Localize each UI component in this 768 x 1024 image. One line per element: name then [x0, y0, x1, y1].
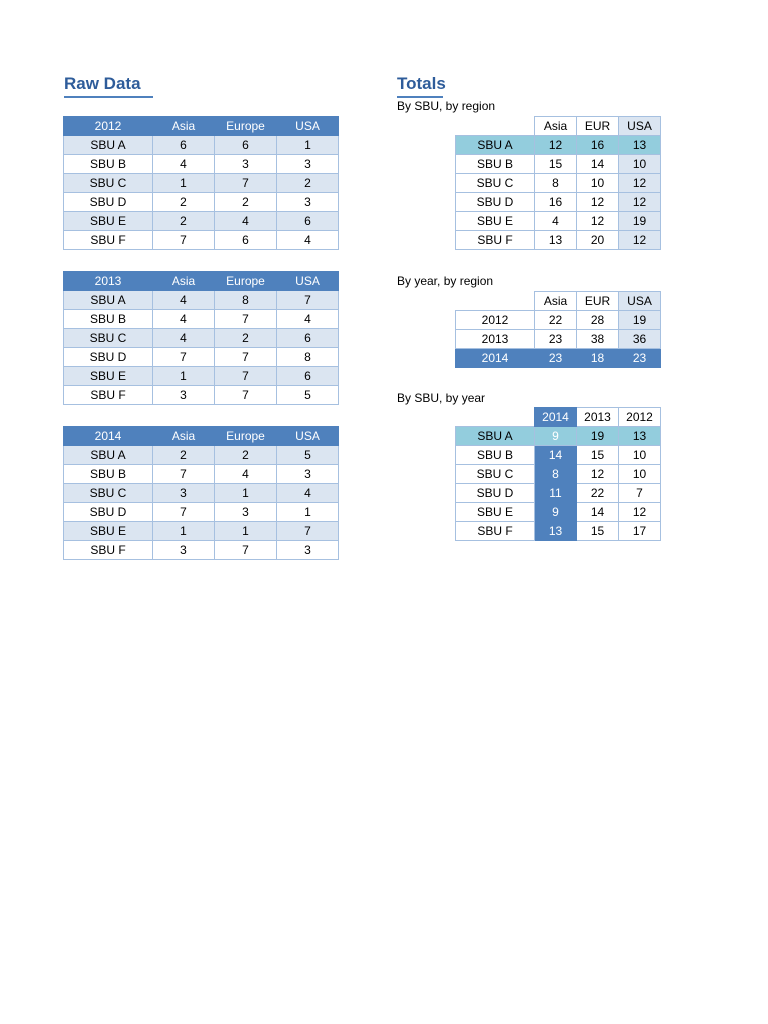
row-label: SBU D — [456, 484, 535, 503]
empty-corner — [456, 408, 535, 427]
table-cell: 6 — [215, 136, 277, 155]
table-row — [64, 329, 339, 348]
table-cell: 9 — [535, 427, 577, 446]
column-header: Asia — [153, 117, 215, 136]
table-row — [456, 465, 661, 484]
table-cell: 12 — [535, 136, 577, 155]
row-label: 2014 — [456, 349, 535, 368]
table-cell: 2 — [215, 193, 277, 212]
table-row — [456, 330, 661, 349]
table-cell: 28 — [577, 311, 619, 330]
table-cell: 3 — [277, 465, 339, 484]
table-cell: 2 — [215, 446, 277, 465]
table-header-row — [456, 117, 661, 136]
table-cell: 13 — [535, 522, 577, 541]
row-label: SBU A — [64, 291, 153, 310]
table-cell: 12 — [619, 503, 661, 522]
table-row — [456, 155, 661, 174]
table-cell: 3 — [215, 503, 277, 522]
table-cell: 4 — [215, 212, 277, 231]
column-header: USA — [277, 117, 339, 136]
column-header: Europe — [215, 272, 277, 291]
row-label: SBU A — [64, 446, 153, 465]
table-cell: 38 — [577, 330, 619, 349]
table-cell: 16 — [535, 193, 577, 212]
table-cell: 2 — [153, 446, 215, 465]
table-cell: 6 — [277, 367, 339, 386]
row-label: SBU E — [456, 503, 535, 522]
table-row — [456, 311, 661, 330]
raw-data-title: Raw Data — [64, 74, 153, 98]
raw-table-2012 — [63, 116, 339, 250]
table-cell: 12 — [619, 193, 661, 212]
table-cell: 7 — [215, 310, 277, 329]
table-cell: 13 — [535, 231, 577, 250]
table-row — [64, 446, 339, 465]
table-row — [456, 484, 661, 503]
row-label: SBU A — [456, 136, 535, 155]
table-row — [64, 291, 339, 310]
row-label: SBU C — [456, 465, 535, 484]
table-cell: 19 — [619, 212, 661, 231]
table-cell: 8 — [535, 465, 577, 484]
row-label: SBU F — [64, 231, 153, 250]
table-header-row — [64, 272, 339, 291]
table-cell: 4 — [535, 212, 577, 231]
row-label: SBU E — [64, 522, 153, 541]
row-label: SBU F — [64, 541, 153, 560]
table-cell: 19 — [577, 427, 619, 446]
empty-corner — [456, 292, 535, 311]
table-cell: 7 — [215, 174, 277, 193]
table-row — [64, 136, 339, 155]
table-cell: 36 — [619, 330, 661, 349]
row-label: SBU D — [64, 348, 153, 367]
table-cell: 12 — [619, 174, 661, 193]
empty-corner — [456, 117, 535, 136]
table-cell: 7 — [215, 348, 277, 367]
table-cell: 7 — [619, 484, 661, 503]
by-sbu-region-subtitle: By SBU, by region — [397, 99, 496, 113]
table-cell: 4 — [277, 310, 339, 329]
table-cell: 7 — [153, 465, 215, 484]
table-cell: 7 — [153, 348, 215, 367]
column-header: Europe — [215, 427, 277, 446]
year-header: 2012 — [64, 117, 153, 136]
raw-table-2014 — [63, 426, 339, 560]
totals-title: Totals — [397, 74, 443, 98]
row-label: SBU A — [64, 136, 153, 155]
table-cell: 13 — [619, 427, 661, 446]
table-cell: 15 — [577, 522, 619, 541]
table-cell: 6 — [277, 329, 339, 348]
table-cell: 23 — [535, 330, 577, 349]
row-label: SBU D — [456, 193, 535, 212]
column-header: Asia — [535, 117, 577, 136]
table-cell: 23 — [619, 349, 661, 368]
column-header: USA — [619, 292, 661, 311]
table-cell: 2 — [277, 174, 339, 193]
by-sbu-year-subtitle: By SBU, by year — [397, 391, 486, 405]
table-cell: 7 — [153, 231, 215, 250]
table-cell: 6 — [153, 136, 215, 155]
table-cell: 22 — [535, 311, 577, 330]
table-row — [456, 503, 661, 522]
table-row — [64, 193, 339, 212]
table-cell: 18 — [577, 349, 619, 368]
table-cell: 3 — [153, 386, 215, 405]
table-cell: 6 — [277, 212, 339, 231]
table-row — [64, 155, 339, 174]
table-cell: 3 — [277, 193, 339, 212]
table-row — [456, 212, 661, 231]
table-row — [456, 193, 661, 212]
column-header: Europe — [215, 117, 277, 136]
table-cell: 14 — [535, 446, 577, 465]
table-row — [456, 136, 661, 155]
row-label: SBU C — [64, 329, 153, 348]
table-row — [64, 310, 339, 329]
table-cell: 2 — [153, 212, 215, 231]
table-cell: 2 — [153, 193, 215, 212]
column-header: Asia — [153, 272, 215, 291]
row-label: SBU E — [456, 212, 535, 231]
table-row — [64, 367, 339, 386]
table-cell: 10 — [619, 446, 661, 465]
table-cell: 12 — [577, 465, 619, 484]
table-cell: 11 — [535, 484, 577, 503]
table-cell: 20 — [577, 231, 619, 250]
table-cell: 7 — [277, 522, 339, 541]
table-row — [456, 427, 661, 446]
table-cell: 1 — [277, 503, 339, 522]
table-cell: 7 — [215, 541, 277, 560]
table-cell: 23 — [535, 349, 577, 368]
row-label: SBU C — [64, 484, 153, 503]
totals-by-sbu-year-table — [455, 407, 661, 541]
table-cell: 3 — [153, 484, 215, 503]
table-cell: 8 — [215, 291, 277, 310]
table-row — [64, 541, 339, 560]
table-cell: 7 — [215, 367, 277, 386]
table-row — [64, 386, 339, 405]
totals-by-year-region-table — [455, 291, 661, 368]
table-cell: 12 — [577, 212, 619, 231]
table-cell: 10 — [577, 174, 619, 193]
column-header: Asia — [535, 292, 577, 311]
table-row — [64, 348, 339, 367]
table-cell: 8 — [535, 174, 577, 193]
table-cell: 14 — [577, 503, 619, 522]
table-cell: 19 — [619, 311, 661, 330]
table-header-row — [64, 427, 339, 446]
column-header: USA — [619, 117, 661, 136]
table-row — [64, 174, 339, 193]
row-label: SBU B — [64, 310, 153, 329]
column-header: 2014 — [535, 408, 577, 427]
table-cell: 4 — [277, 231, 339, 250]
table-cell: 3 — [277, 541, 339, 560]
table-cell: 10 — [619, 155, 661, 174]
table-cell: 12 — [577, 193, 619, 212]
row-label: SBU F — [64, 386, 153, 405]
row-label: SBU B — [456, 446, 535, 465]
table-cell: 3 — [277, 155, 339, 174]
table-cell: 4 — [277, 484, 339, 503]
table-row — [456, 349, 661, 368]
by-year-region-subtitle: By year, by region — [397, 274, 494, 288]
column-header: Asia — [153, 427, 215, 446]
table-header-row — [64, 117, 339, 136]
table-cell: 4 — [153, 310, 215, 329]
row-label: SBU E — [64, 212, 153, 231]
table-cell: 7 — [153, 503, 215, 522]
table-header-row — [456, 292, 661, 311]
row-label: SBU B — [64, 465, 153, 484]
row-label: SBU F — [456, 522, 535, 541]
totals-by-sbu-region-table — [455, 116, 661, 250]
table-cell: 15 — [577, 446, 619, 465]
table-cell: 4 — [153, 329, 215, 348]
table-cell: 14 — [577, 155, 619, 174]
column-header: EUR — [577, 117, 619, 136]
row-label: 2013 — [456, 330, 535, 349]
table-cell: 1 — [215, 522, 277, 541]
table-cell: 3 — [153, 541, 215, 560]
row-label: SBU B — [64, 155, 153, 174]
table-cell: 4 — [153, 155, 215, 174]
row-label: SBU E — [64, 367, 153, 386]
table-cell: 16 — [577, 136, 619, 155]
table-row — [64, 212, 339, 231]
row-label: SBU C — [456, 174, 535, 193]
table-cell: 1 — [153, 522, 215, 541]
row-label: SBU F — [456, 231, 535, 250]
table-cell: 22 — [577, 484, 619, 503]
column-header: 2013 — [577, 408, 619, 427]
table-row — [64, 484, 339, 503]
table-cell: 15 — [535, 155, 577, 174]
table-cell: 1 — [153, 174, 215, 193]
table-row — [64, 503, 339, 522]
table-row — [456, 174, 661, 193]
table-row — [64, 231, 339, 250]
table-row — [456, 231, 661, 250]
column-header: USA — [277, 427, 339, 446]
table-cell: 10 — [619, 465, 661, 484]
table-cell: 4 — [215, 465, 277, 484]
table-row — [456, 522, 661, 541]
raw-table-2013 — [63, 271, 339, 405]
table-row — [456, 446, 661, 465]
column-header: USA — [277, 272, 339, 291]
table-row — [64, 522, 339, 541]
table-cell: 4 — [153, 291, 215, 310]
table-cell: 1 — [153, 367, 215, 386]
year-header: 2014 — [64, 427, 153, 446]
table-cell: 1 — [215, 484, 277, 503]
row-label: 2012 — [456, 311, 535, 330]
column-header: 2012 — [619, 408, 661, 427]
column-header: EUR — [577, 292, 619, 311]
table-cell: 17 — [619, 522, 661, 541]
table-cell: 9 — [535, 503, 577, 522]
table-cell: 7 — [277, 291, 339, 310]
table-cell: 5 — [277, 446, 339, 465]
row-label: SBU D — [64, 193, 153, 212]
table-cell: 8 — [277, 348, 339, 367]
table-header-row — [456, 408, 661, 427]
row-label: SBU D — [64, 503, 153, 522]
row-label: SBU A — [456, 427, 535, 446]
table-cell: 7 — [215, 386, 277, 405]
table-cell: 1 — [277, 136, 339, 155]
table-cell: 2 — [215, 329, 277, 348]
table-cell: 6 — [215, 231, 277, 250]
table-cell: 12 — [619, 231, 661, 250]
table-cell: 3 — [215, 155, 277, 174]
row-label: SBU C — [64, 174, 153, 193]
year-header: 2013 — [64, 272, 153, 291]
table-row — [64, 465, 339, 484]
row-label: SBU B — [456, 155, 535, 174]
table-cell: 13 — [619, 136, 661, 155]
table-cell: 5 — [277, 386, 339, 405]
